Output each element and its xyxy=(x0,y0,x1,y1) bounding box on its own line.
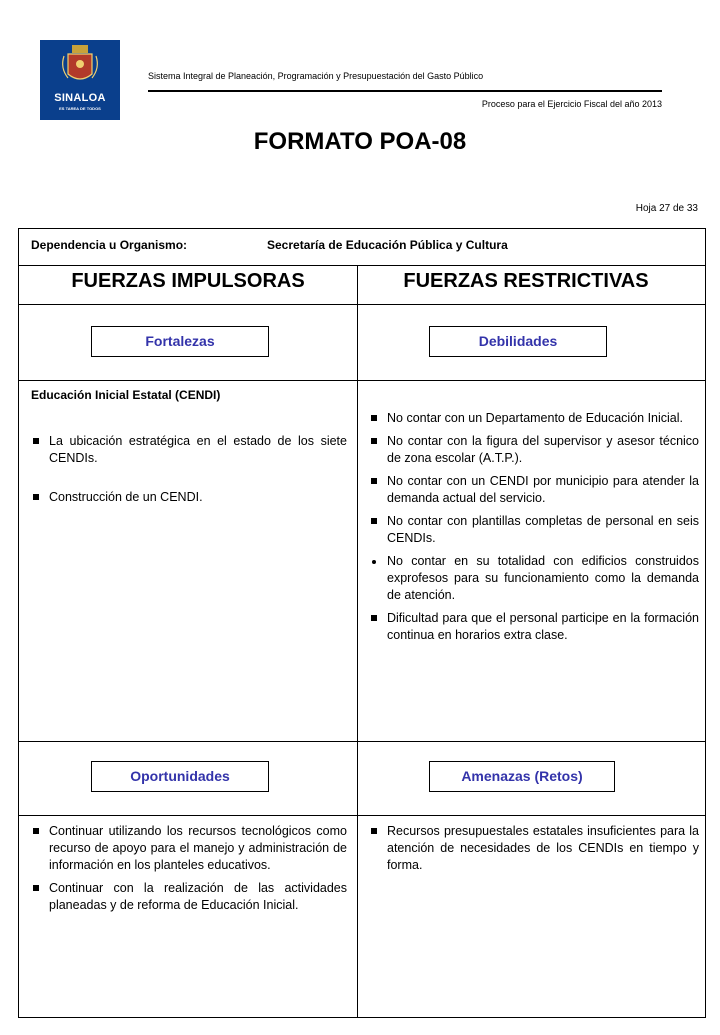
strengths-box: Fortalezas xyxy=(91,326,269,357)
list-item: Recursos presupuestales estatales insuficientes para la atención de necesidades de los CENDIs en tiempo y forma. xyxy=(369,823,699,874)
row-divider xyxy=(19,815,705,816)
row-divider xyxy=(19,741,705,742)
list-item: No contar con plantillas completas de personal en seis CENDIs. xyxy=(369,513,699,547)
logo-text: SINALOA xyxy=(54,92,106,104)
list-item: No contar en su totalidad con edificios construidos exprofesos para su funcionamiento como la demanda de atención. xyxy=(369,553,699,604)
header-divider xyxy=(148,90,662,92)
list-item: No contar con un CENDI por municipio para atender la demanda actual del servicio. xyxy=(369,473,699,507)
threats-box: Amenazas (Retos) xyxy=(429,761,615,792)
row-divider xyxy=(19,265,705,266)
restrictive-forces-heading: FUERZAS RESTRICTIVAS xyxy=(403,270,649,292)
list-item: Dificultad para que el personal participe en la formación continua en horarios extra clase. xyxy=(369,610,699,644)
weaknesses-list xyxy=(369,410,699,650)
strengths-list xyxy=(31,433,347,512)
dependency-label: Dependencia u Organismo: xyxy=(31,238,188,252)
threats-list xyxy=(369,823,699,880)
driving-forces-heading: FUERZAS IMPULSORAS xyxy=(71,270,305,292)
dependency-value: Secretaría de Educación Pública y Cultura xyxy=(267,238,508,252)
document-title: FORMATO POA-08 xyxy=(253,128,467,155)
list-item: No contar con un Departamento de Educación Inicial. xyxy=(369,410,699,427)
row-divider xyxy=(19,380,705,381)
page-number: Hoja 27 de 33 xyxy=(635,203,698,214)
row-divider xyxy=(19,304,705,305)
logo-tagline: ES TAREA DE TODOS xyxy=(59,106,101,111)
opportunities-box: Oportunidades xyxy=(91,761,269,792)
list-item: La ubicación estratégica en el estado de los siete CENDIs. xyxy=(31,433,347,467)
list-item: Continuar utilizando los recursos tecnológicos como recurso de apoyo para el manejo y administración de información en los planteles educativos. xyxy=(31,823,347,874)
sinaloa-logo xyxy=(40,40,120,120)
list-item: Continuar con la realización de las actividades planeadas y de reforma de Educación Inicial. xyxy=(31,880,347,914)
list-item: Construcción de un CENDI. xyxy=(31,489,347,506)
opportunities-list xyxy=(31,823,347,920)
strengths-section-title: Educación Inicial Estatal (CENDI) xyxy=(31,388,221,402)
swot-table xyxy=(18,228,706,1018)
list-item: No contar con la figura del supervisor y asesor técnico de zona escolar (A.T.P.). xyxy=(369,433,699,467)
weaknesses-box: Debilidades xyxy=(429,326,607,357)
process-line: Proceso para el Ejercicio Fiscal del año 2013 xyxy=(481,99,662,109)
system-title: Sistema Integral de Planeación, Programación y Presupuestación del Gasto Público xyxy=(148,71,484,81)
column-divider xyxy=(357,266,358,1017)
